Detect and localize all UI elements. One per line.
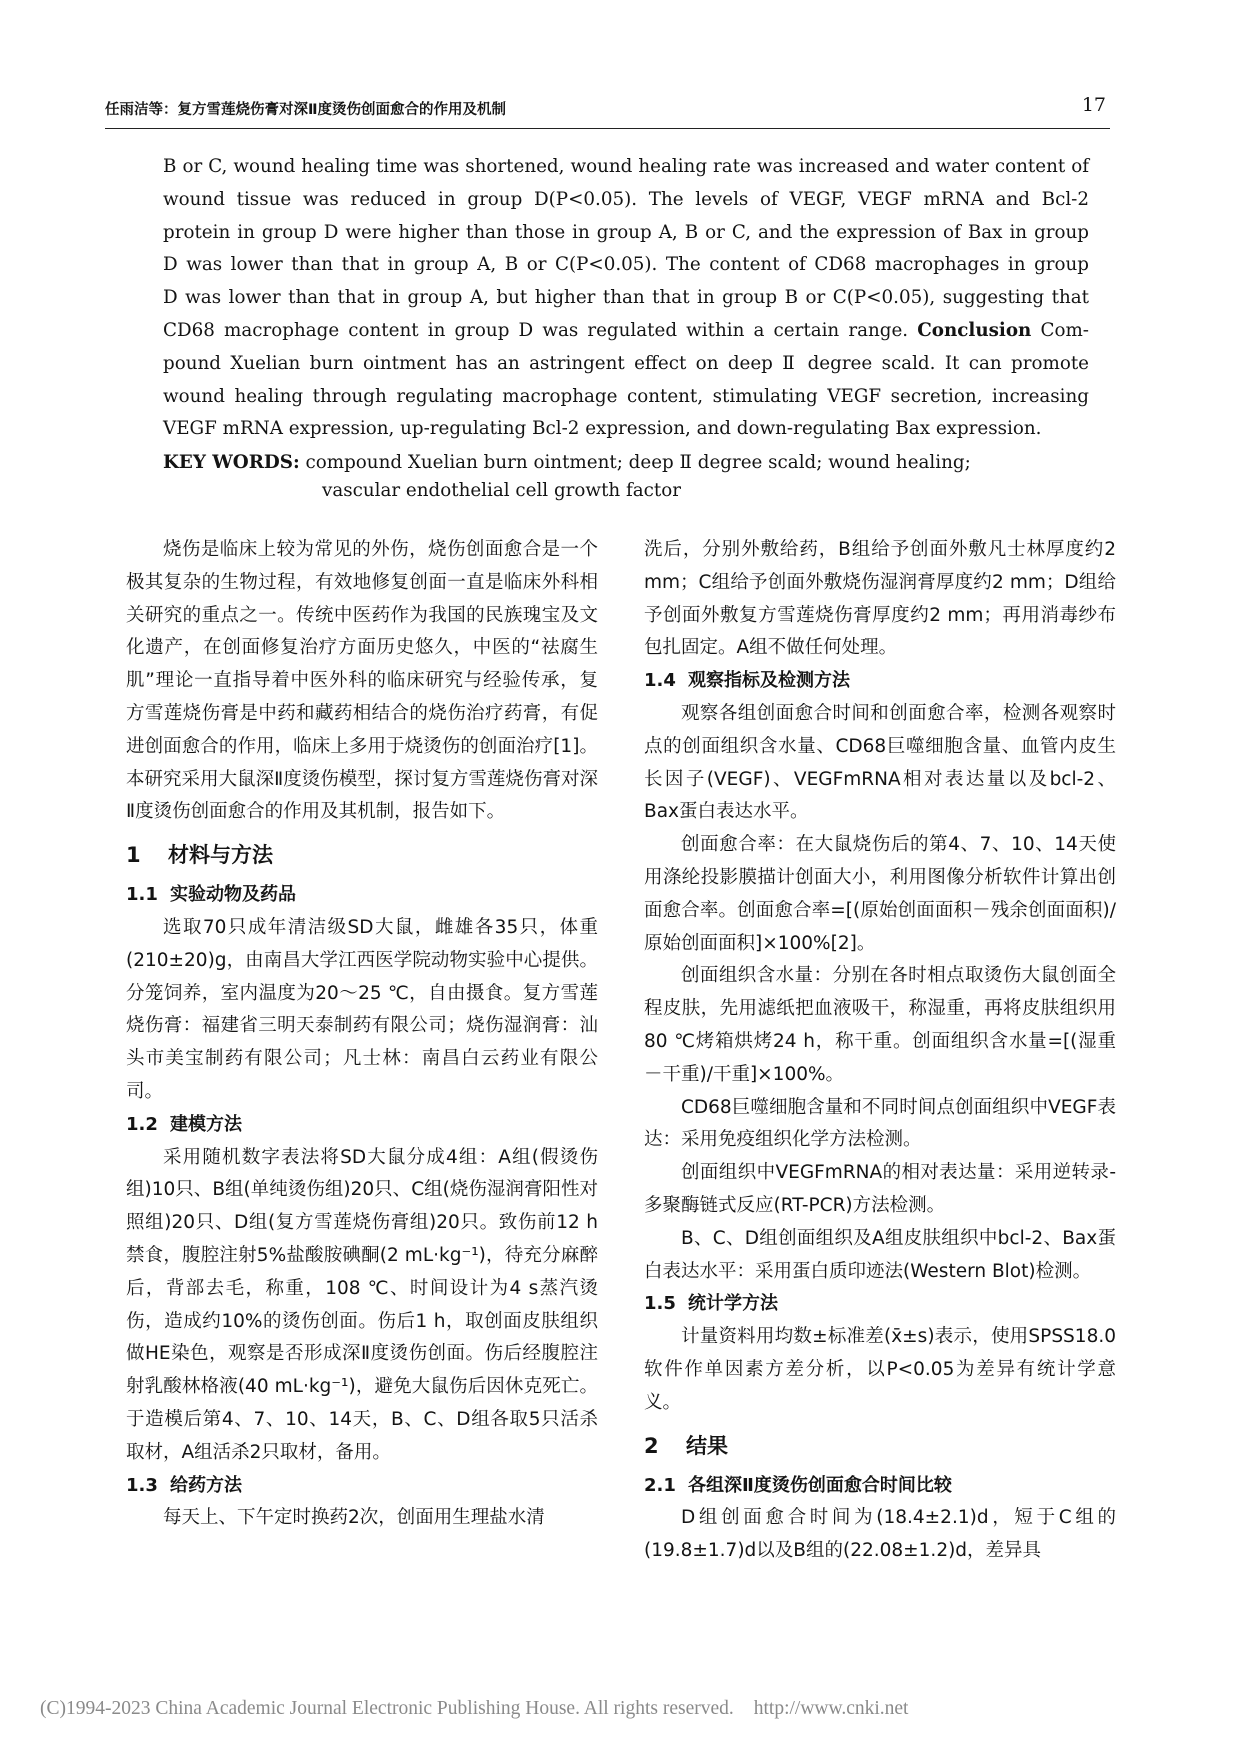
keywords-continued: vascular endothelial cell growth factor — [322, 480, 681, 501]
subsection-number: 1.1 — [126, 884, 158, 906]
keywords-text: compound Xuelian burn ointment; deep Ⅱ degree scald; wound healing; — [299, 452, 971, 473]
intro-paragraph: 烧伤是临床上较为常见的外伤，烧伤创面愈合是一个极其复杂的生物过程，有效地修复创面一直是临床外科相关研究的重点之一。传统中医药作为我国的民族瑰宝及文化遗产，在创面修复治疗方面历史悠久，中医的“祛腐生肌”理论一直指导着中医外科的临床研究与经验传承，复方雪莲烧伤膏是中药和藏药相结合的烧伤治疗药膏，有促进创面愈合的作用，临床上多用于烧烫伤的创面治疗[1]。本研究采用大鼠深Ⅱ度烫伤模型，探讨复方雪莲烧伤膏对深Ⅱ度烫伤创面愈合的作用及其机制，报告如下。 — [126, 539, 598, 823]
footer-url: http://www.cnki.net — [753, 1698, 909, 1719]
section-number: 1 — [126, 843, 141, 868]
abstract-line-conclusion — [163, 315, 1089, 348]
abstract-line: VEGF mRNA expression, up-regulating Bcl-2 expression, and down-regulating Bax expression. — [163, 418, 1042, 440]
keywords — [163, 447, 971, 480]
page-number: 17 — [1081, 94, 1106, 116]
paragraph: 创面组织中VEGFmRNA的相对表达量：采用逆转录-多聚酶链式反应(RT-PCR)方法检测。 — [644, 1162, 1116, 1216]
paragraph: 计量资料用均数±标准差(x̄±s)表示，使用SPSS18.0软件作单因素方差分析，以P<0.05为差异有统计学意义。 — [644, 1326, 1116, 1413]
abstract-line: pound Xuelian burn ointment has an astringent effect on deep Ⅱ degree scald. It can promote — [163, 352, 1089, 374]
running-header — [105, 92, 1110, 129]
right-column — [644, 534, 1116, 1568]
paragraph: 观察各组创面愈合时间和创面愈合率，检测各观察时点的创面组织含水量、CD68巨噬细胞含量、血管内皮生长因子(VEGF)、VEGFmRNA相对表达量以及bcl-2、Bax蛋白表达水平。 — [644, 702, 1116, 823]
paragraph: CD68巨噬细胞含量和不同时间点创面组织中VEGF表达：采用免疫组织化学方法检测。 — [644, 1096, 1116, 1151]
subsection-number: 2.1 — [644, 1474, 676, 1496]
conclusion-label: Conclusion — [917, 319, 1032, 341]
copyright-text: (C)1994-2023 China Academic Journal Electronic Publishing House. All rights reserved. — [40, 1698, 734, 1719]
paragraph: B、C、D组创面组织及A组皮肤组织中bcl-2、Bax蛋白表达水平：采用蛋白质印迹法(Western Blot)检测。 — [644, 1227, 1116, 1282]
paragraph: 每天上、下午定时换药2次，创面用生理盐水清 — [163, 1507, 545, 1529]
subsection-title: 给药方法 — [170, 1474, 242, 1496]
abstract-line: wound healing through regulating macrophage content, stimulating VEGF secretion, increasing — [163, 385, 1089, 407]
subsection-number: 1.5 — [644, 1293, 676, 1315]
left-column — [126, 534, 598, 1535]
subsection-heading — [644, 1470, 1116, 1503]
subsection-heading — [126, 1109, 598, 1142]
subsection-heading — [126, 1470, 598, 1503]
copyright-footer — [40, 1698, 1240, 1720]
paragraph: 创面组织含水量：分别在各时相点取烫伤大鼠创面全程皮肤，先用滤纸把血液吸干，称湿重，再将皮肤组织用80 ℃烤箱烘烤24 h，称干重。创面组织含水量=[(湿重－干重)/干重]×100%。 — [644, 965, 1116, 1085]
subsection-title: 观察指标及检测方法 — [688, 670, 850, 692]
section-title: 材料与方法 — [168, 843, 273, 868]
paragraph: 创面愈合率：在大鼠烧伤后的第4、7、10、14天使用涤纶投影膜描计创面大小，利用图像分析软件计算出创面愈合率。创面愈合率=[(原始创面面积－残余创面面积)/原始创面面积]×100%[2]。 — [644, 834, 1116, 954]
abstract-line: D was lower than that in group A, but higher than that in group B or C(P<0.05), suggesting that — [163, 287, 1089, 309]
subsection-number: 1.4 — [644, 670, 676, 692]
abstract-text: Com- — [1031, 319, 1089, 341]
section-heading — [126, 839, 598, 871]
section-number: 2 — [644, 1433, 659, 1458]
subsection-number: 1.3 — [126, 1474, 158, 1496]
abstract-line: wound tissue was reduced in group D(P<0.05). The levels of VEGF, VEGF mRNA and Bcl-2 — [163, 188, 1089, 210]
paragraph: D组创面愈合时间为(18.4±2.1)d，短于C组的(19.8±1.7)d以及B组的(22.08±1.2)d，差异具 — [644, 1507, 1116, 1562]
paragraph: 选取70只成年清洁级SD大鼠，雌雄各35只，体重(210±20)g，由南昌大学江西医学院动物实验中心提供。分笼饲养，室内温度为20～25 ℃，自由摄食。复方雪莲烧伤膏：福建省三明天泰制药有限公司；烧伤湿润膏：汕头市美宝制药有限公司；凡士林：南昌白云药业有限公司。 — [126, 916, 598, 1102]
subsection-title: 统计学方法 — [688, 1293, 778, 1315]
subsection-title: 建模方法 — [170, 1113, 242, 1135]
section-heading — [644, 1430, 1116, 1462]
section-title: 结果 — [686, 1433, 728, 1458]
abstract-line: B or C, wound healing time was shortened, wound healing rate was increased and water content of — [163, 156, 1089, 177]
subsection-heading — [644, 1288, 1116, 1321]
keywords-label: KEY WORDS: — [163, 452, 300, 473]
abstract-line: protein in group D were higher than those in group A, B or C, and the expression of Bax in group — [163, 221, 1089, 243]
abstract-line: D was lower than that in group A, B or C(P<0.05). The content of CD68 macrophages in group — [163, 254, 1089, 276]
abstract-text: CD68 macrophage content in group D was regulated within a certain range. — [163, 319, 918, 341]
subsection-number: 1.2 — [126, 1113, 158, 1135]
subsection-heading — [644, 665, 1116, 698]
paragraph: 洗后，分别外敷给药，B组给予创面外敷凡士林厚度约2 mm；C组给予创面外敷烧伤湿润膏厚度约2 mm；D组给予创面外敷复方雪莲烧伤膏厚度约2 mm；再用消毒纱布包扎固定。A组不做任何处理。 — [644, 539, 1116, 659]
abstract-english — [163, 151, 1089, 446]
paragraph: 采用随机数字表法将SD大鼠分成4组：A组(假烫伤组)10只、B组(单纯烫伤组)20只、C组(烧伤湿润膏阳性对照组)20只、D组(复方雪莲烧伤膏组)20只。致伤前12 h禁食，腹腔注射5%盐酸胺碘酮(2 mL·kg⁻¹)，待充分麻醉后，背部去毛，称重，108 ℃、时间设计为4 s蒸汽烫伤，造成约10%的烫伤创面。伤后1 h，取创面皮肤组织做HE染色，观察是否形成深Ⅱ度烫伤创面。伤后经腹腔注射乳酸林格液(40 mL·kg⁻¹)，避免大鼠伤后因休克死亡。于造模后第4、7、10、14天，B、C、D组各取5只活杀取材，A组活杀2只取材，备用。 — [126, 1146, 598, 1463]
subsection-title: 实验动物及药品 — [170, 884, 296, 906]
subsection-title: 各组深Ⅱ度烫伤创面愈合时间比较 — [688, 1474, 952, 1496]
running-title: 任雨洁等：复方雪莲烧伤膏对深Ⅱ度烫伤创面愈合的作用及机制 — [105, 102, 507, 118]
subsection-heading — [126, 879, 598, 912]
